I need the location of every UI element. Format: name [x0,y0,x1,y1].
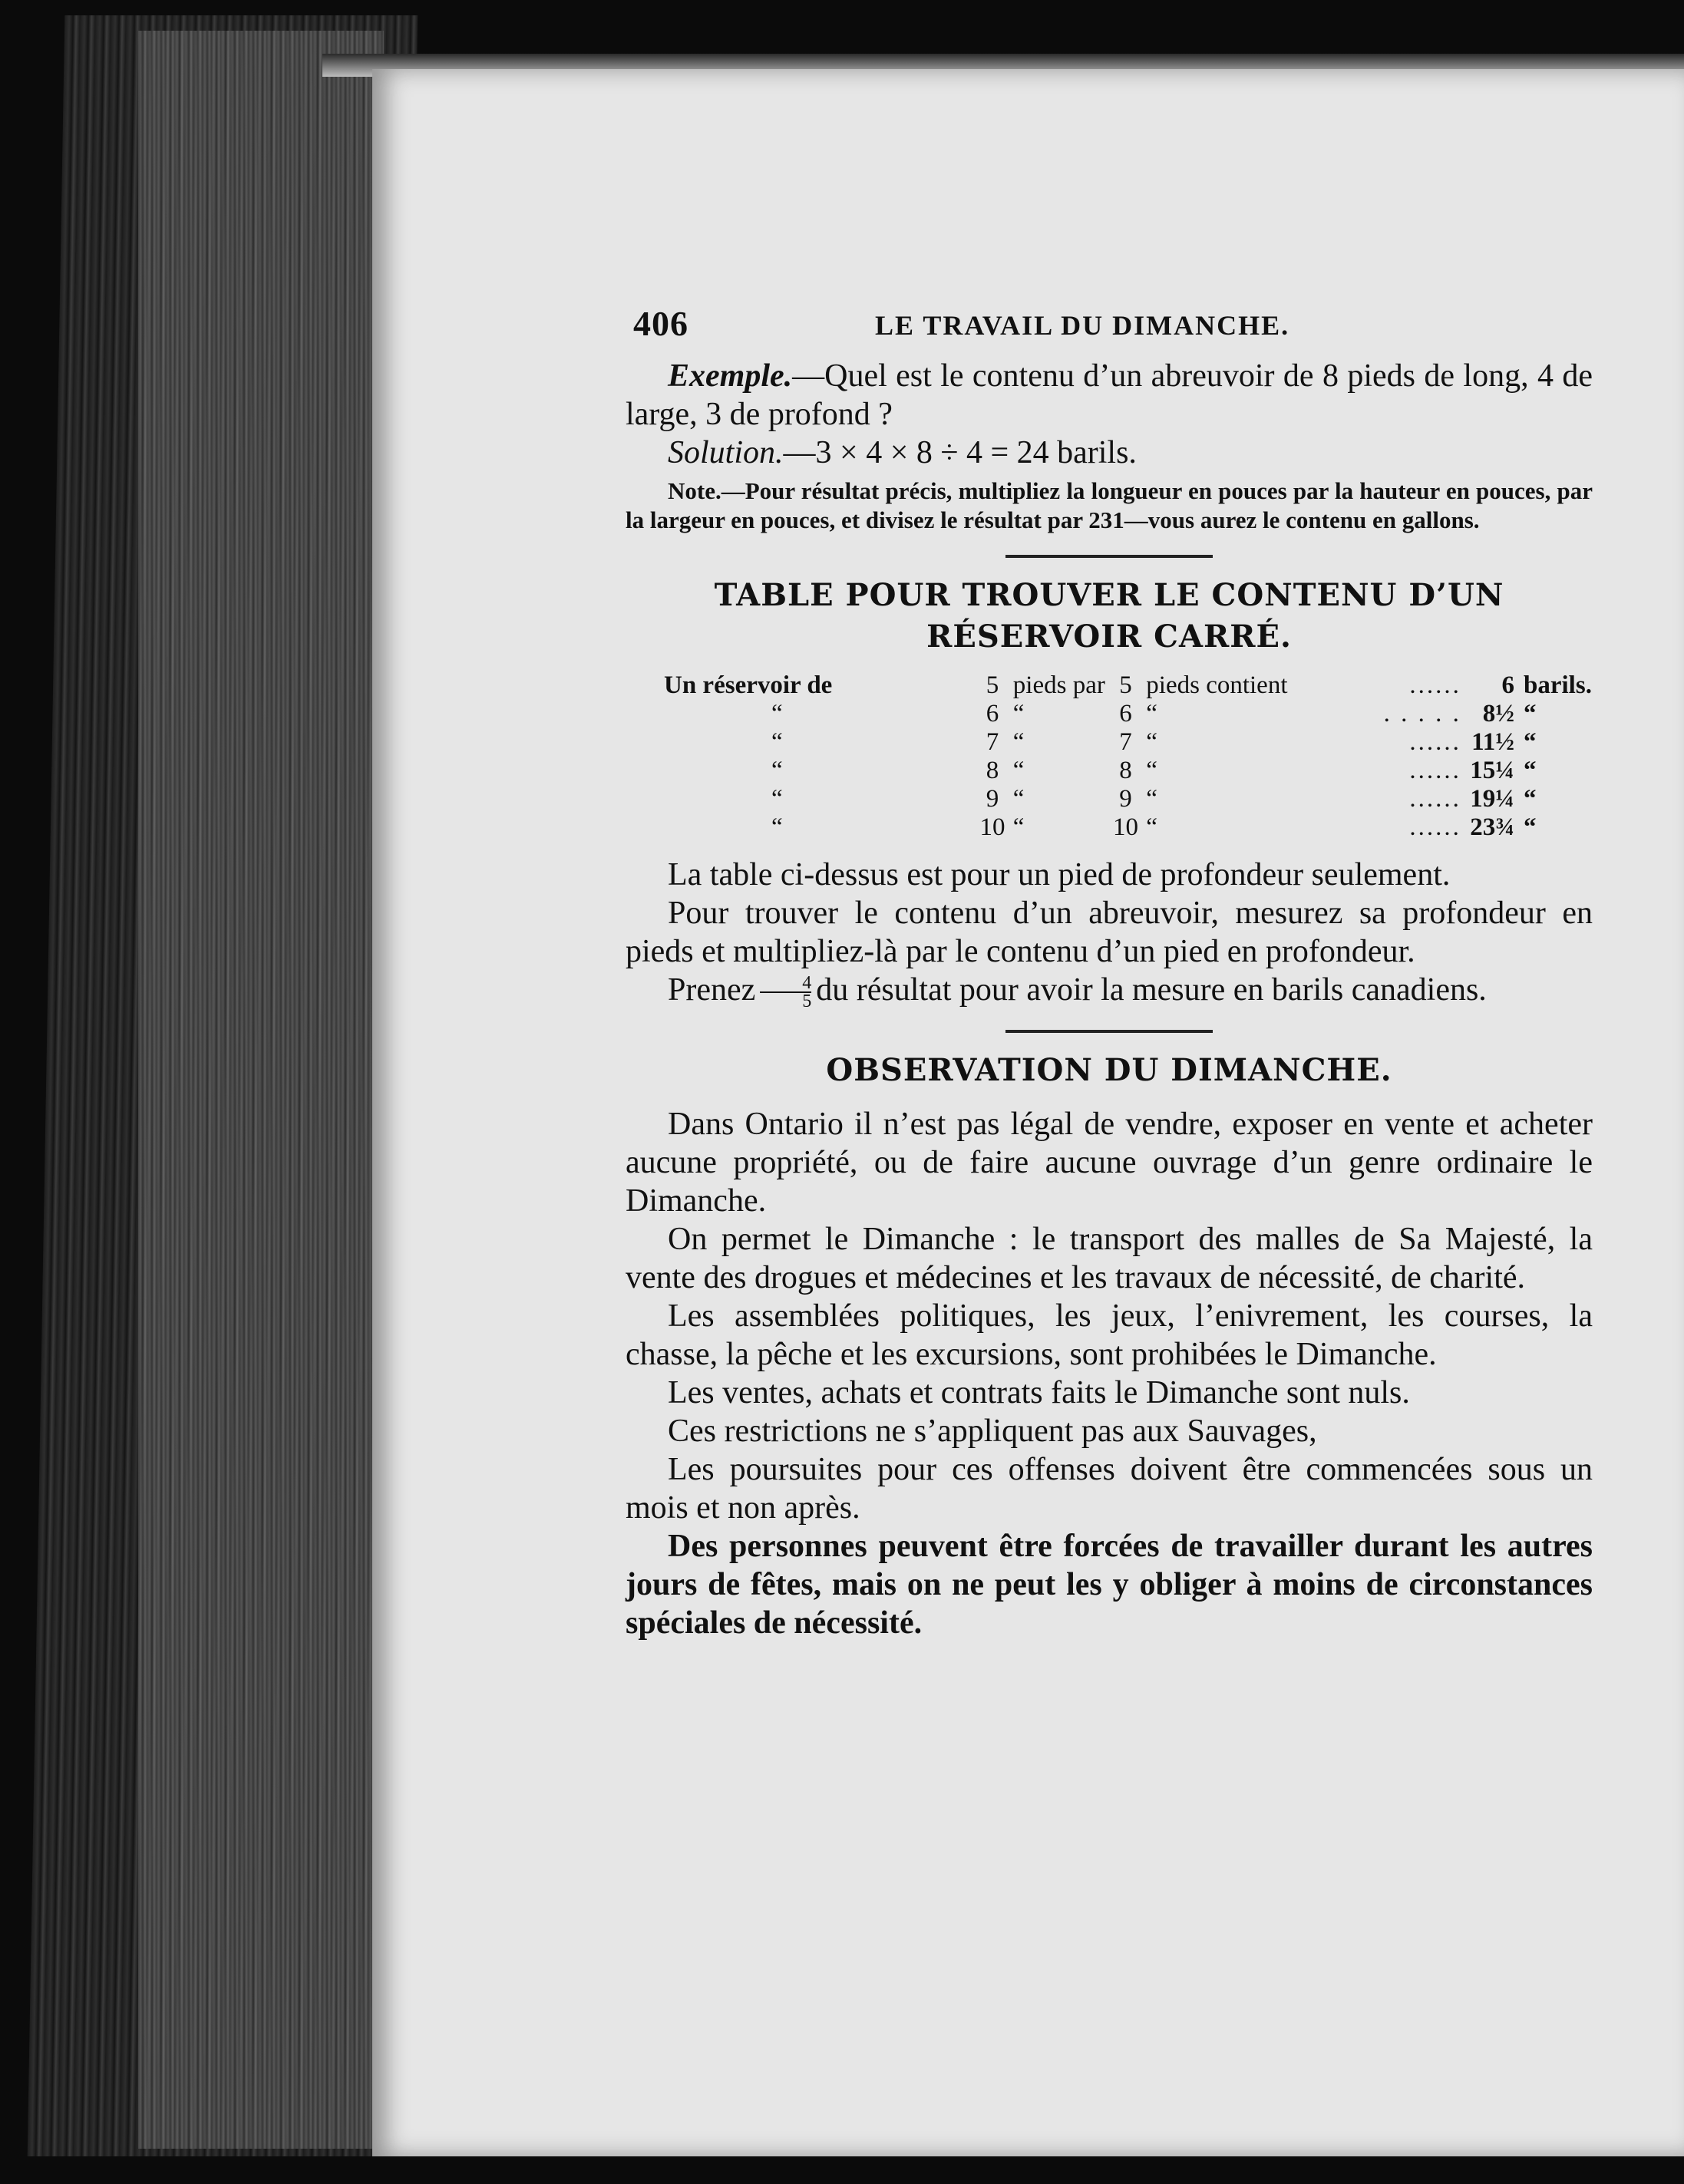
row-value: 23¾ [1470,813,1515,841]
row-value: 8½ [1482,700,1515,727]
row-dots: ...... [1409,785,1461,813]
row-lead: Un réservoir de [664,671,833,699]
row-tail: “ [1146,813,1157,841]
row-width: 6 [1119,700,1132,727]
row-length: 9 [986,785,999,813]
row-tail: “ [1146,757,1157,784]
row-dots: ...... [1409,671,1461,699]
row-length: 10 [979,813,1005,841]
row-width: 5 [1119,671,1132,699]
row-unit: “ [1524,813,1537,841]
table-row [664,728,1593,757]
fraction-numerator: 4 [802,973,812,994]
table-row [664,813,1593,842]
reservoir-table [664,671,1593,842]
row-lead: “ [771,785,783,813]
row-dots: . . . . . [1383,700,1461,727]
row-mid: “ [1012,728,1025,756]
row-value: 15¼ [1470,757,1515,784]
barrels-paragraph [626,971,1593,1010]
row-length: 7 [986,728,999,756]
table-row [664,671,1593,700]
row-width: 8 [1119,757,1132,784]
observation-paragraph: Ces restrictions ne s’appliquent pas aux Sauvages, [668,1414,1317,1450]
row-unit: “ [1524,700,1537,727]
row-width: 10 [1113,813,1139,841]
trough-paragraph: Pour trouver le contenu d’un abreuvoir, mesurez sa profondeur en pieds et multipliez-là par le contenu d’un pied en profondeur. [626,896,1593,969]
observation-paragraph: Les poursuites pour ces offenses doivent être commencées sous un mois et non après. [626,1452,1593,1526]
table-row [664,700,1593,728]
row-unit: “ [1524,785,1537,813]
example-text: —Quel est le contenu d’un abreuvoir de 8 pieds de long, 4 de large, 3 de profond ? [626,358,1593,432]
row-lead: “ [771,813,783,841]
divider-rule [1005,555,1213,558]
row-mid: “ [1012,700,1025,727]
row-width: 9 [1119,785,1132,813]
row-tail: “ [1146,785,1157,813]
table-row [664,785,1593,813]
row-width: 7 [1119,728,1132,756]
page-content [626,303,1593,1642]
observation-paragraph: Les ventes, achats et contrats faits le Dimanche sont nuls. [668,1375,1410,1411]
row-value: 19¼ [1470,785,1515,813]
observation-body [626,1105,1593,1642]
solution-text: —3 × 4 × 8 ÷ 4 = 24 barils. [783,435,1137,470]
row-unit: barils. [1524,671,1592,699]
row-value: 6 [1501,671,1515,699]
fraction [760,975,811,1010]
observation-paragraph: Dans Ontario il n’est pas légal de vendre, exposer en vente et acheter aucune propriété, ou de faire aucune ouvrage d’un genre ordinaire le Dimanche. [626,1107,1593,1219]
observation-paragraph: On permet le Dimanche : le transport des malles de Sa Majesté, la vente des drogues et médecines et les travaux de nécessité, de charité. [626,1222,1593,1296]
barrels-text-before: Prenez [668,972,756,1008]
row-dots: ...... [1409,728,1461,756]
row-length: 6 [986,700,999,727]
table-row [664,757,1593,785]
row-mid: “ [1012,757,1025,784]
example-label: Exemple. [668,358,793,394]
row-mid: “ [1012,813,1025,841]
row-lead: “ [771,728,783,756]
barrels-text-after: du résultat pour avoir la mesure en barils canadiens. [816,972,1487,1008]
row-lead: “ [771,757,783,784]
table-note-paragraph: La table ci-dessus est pour un pied de profondeur seulement. [668,857,1451,892]
fraction-denominator: 5 [760,991,811,1010]
solution-label: Solution. [668,435,784,470]
observation-title: OBSERVATION DU DIMANCHE. [826,1052,1392,1089]
book-page-edges-highlight [138,31,384,2149]
observation-paragraph: Les assemblées politiques, les jeux, l’enivrement, les courses, la chasse, la pêche et les excursions, sont prohibées le Dimanche. [626,1298,1593,1373]
table-title-line1: TABLE POUR TROUVER LE CONTENU D’UN [714,577,1504,613]
row-unit: “ [1524,757,1537,784]
row-value: 11½ [1471,728,1515,756]
row-dots: ...... [1409,813,1461,841]
row-mid: pieds par [1012,671,1105,699]
solution-paragraph [626,434,1593,472]
table-title-line2: RÉSERVOIR CARRÉ. [926,619,1292,655]
row-lead: “ [771,700,783,727]
example-paragraph [626,357,1593,434]
row-tail: “ [1146,700,1157,727]
row-tail: pieds contient [1146,671,1288,699]
row-mid: “ [1012,785,1025,813]
divider-rule-2 [1005,1030,1213,1033]
page-header [626,303,1593,357]
note-paragraph: Note.—Pour résultat précis, multipliez la longueur en pouces par la hauteur en pouces, par la largeur en pouces, et divisez le résultat par 231—vous aurez le contenu en gallons. [626,477,1593,533]
row-dots: ...... [1409,757,1461,784]
row-length: 5 [986,671,999,699]
observation-paragraph: Des personnes peuvent être forcées de travailler durant les autres jours de fêtes, mais on ne peut les y obliger à moins de circonstances spéciales de nécessité. [626,1529,1593,1641]
row-length: 8 [986,757,999,784]
running-title: LE TRAVAIL DU DIMANCHE. [875,310,1290,341]
row-unit: “ [1524,728,1537,756]
page-number: 406 [633,304,688,343]
row-tail: “ [1146,728,1157,756]
